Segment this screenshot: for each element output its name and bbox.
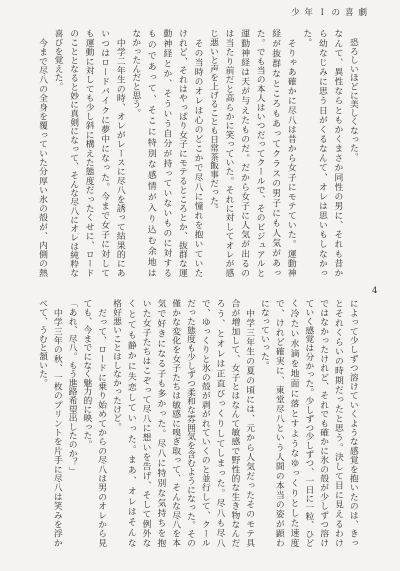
text-column: 格好悪いことはしなかったけど。	[110, 299, 121, 431]
text-column: とそれくらいの時期だったと思う。決して目に見えるわけ	[332, 299, 343, 547]
text-column: いた女子たちはこぞって尽八に想いを告げ、そして例外な	[140, 299, 151, 547]
text-column: なんて、異性ならともかくまさか同性の男に、それも昔か	[332, 29, 343, 277]
running-header-title: 少年Ｉの喜劇	[290, 8, 372, 18]
text-column: 動神経とか、そういう自分が持っていないものに対する	[161, 29, 172, 277]
text-column: 恐ろしいほどに美しくなった。	[347, 29, 358, 161]
text-column: いつはロードバイクに夢中になった。今まで女子に対して	[99, 29, 110, 277]
text-column: けれど、それはやっぱり女子にモテるところとか、抜群な運	[176, 29, 187, 277]
text-column: 中学二年生の時、オレがレースに尽八を誘って結果的にあ	[114, 29, 125, 277]
page-number: 4	[372, 286, 378, 296]
text-column: 運動神経は天が与えたものだ。だから女子に人気が出るの	[239, 29, 250, 277]
text-column: になっていった。	[258, 299, 269, 370]
text-column: なかったんだと思う。	[130, 29, 141, 117]
text-column: だった態度も少しずつ柔和な雰囲気を含むようになった。その	[184, 299, 195, 547]
text-column: のこととなると妙に真剣になって、そんな尽八にオレは純粋な	[68, 29, 79, 277]
text-column: 中学三年の秋、一枚のプリントを片手に尽八は笑みを浮か	[51, 299, 62, 547]
text-column: 気で好きになる子も多かった。尽八に特別な気持ちを抱	[155, 299, 166, 547]
text-column: で、けれど確実に、東堂尽八という人間の本当の姿が顕わ	[273, 299, 284, 547]
text-column: ものであって、そこに特別な感情が入り込む余地は	[145, 29, 156, 277]
text-column: 「あれ、尽八。もう進路希望出したのか？」	[66, 299, 77, 475]
text-column: 今まで尽八の全身を覆っていた分厚い氷の殻が、内側の熱	[37, 29, 47, 277]
text-column: ていく感覚は分かった。少しずつ少しずつ、一日に一粒、ひど	[303, 299, 314, 547]
text-column: 経が抜群なところもあってクラスの男子にも人気があっ	[270, 29, 281, 277]
text-column: も運動に対しても少し斜に構えた態度だったくせに、ロード	[83, 29, 94, 277]
text-column: 中学三年生の夏の頃には、元から人気だったそのモテ具	[244, 299, 255, 547]
lower-text-block	[36, 299, 358, 547]
text-column: ら幼なじみに思う日がくるなんて、オレは思いもしなかっ	[316, 29, 327, 277]
text-column: く冷たい水滴を地面に落とすようなゆっくりとした速度	[288, 299, 299, 547]
text-column: ではなかったけれど、それでも確かに氷の殻が少しずつ溶け	[318, 299, 329, 547]
text-column: は当たり前だと高らかに笑っていた。それに対してオレが感	[223, 29, 234, 277]
upper-text-block	[36, 29, 358, 277]
text-column: ろう、とオレは正直びっくりしてしまった。尽八も尽八	[214, 299, 225, 547]
text-column: 僅かな変化を女子たちは敏感に嗅ぎ取って、そんな尽八を本	[170, 299, 181, 547]
text-column: くとても静かに失恋していった。まあ、オレはそんな	[125, 299, 136, 547]
text-column: じ悪いと声を上げることも日常茶飯事だった。	[208, 29, 219, 214]
text-column: その当時のオレは心のどこかで尽八に憧れを抱いていた	[192, 29, 203, 277]
text-column: 喜びを覚えた。	[52, 29, 63, 91]
text-column: 合が増加して、女子とはなんて敏感で野性的な生き物なんだ	[229, 299, 240, 547]
text-column: べて、うむと頷いた。	[37, 299, 47, 387]
text-column: で、ゆっくりと氷の殻が剥がれていくのと並行して、クール	[199, 299, 210, 547]
text-column: た。でも当の本人はいつだってクールで、そのビジュアルと	[254, 29, 265, 277]
text-column: だって、ロードに乗り始めてからの尽八は男のオレから見	[96, 299, 107, 547]
text-column: ても、今までになく魅力的に映った。	[81, 299, 92, 449]
text-column: によって少しずつ溶けていくような感覚を抱いたのは、きっ	[347, 299, 358, 547]
text-column: た。	[301, 29, 312, 47]
text-column: そりゃあ確かに尽八は昔から女子にモテていた。運動神	[285, 29, 296, 277]
